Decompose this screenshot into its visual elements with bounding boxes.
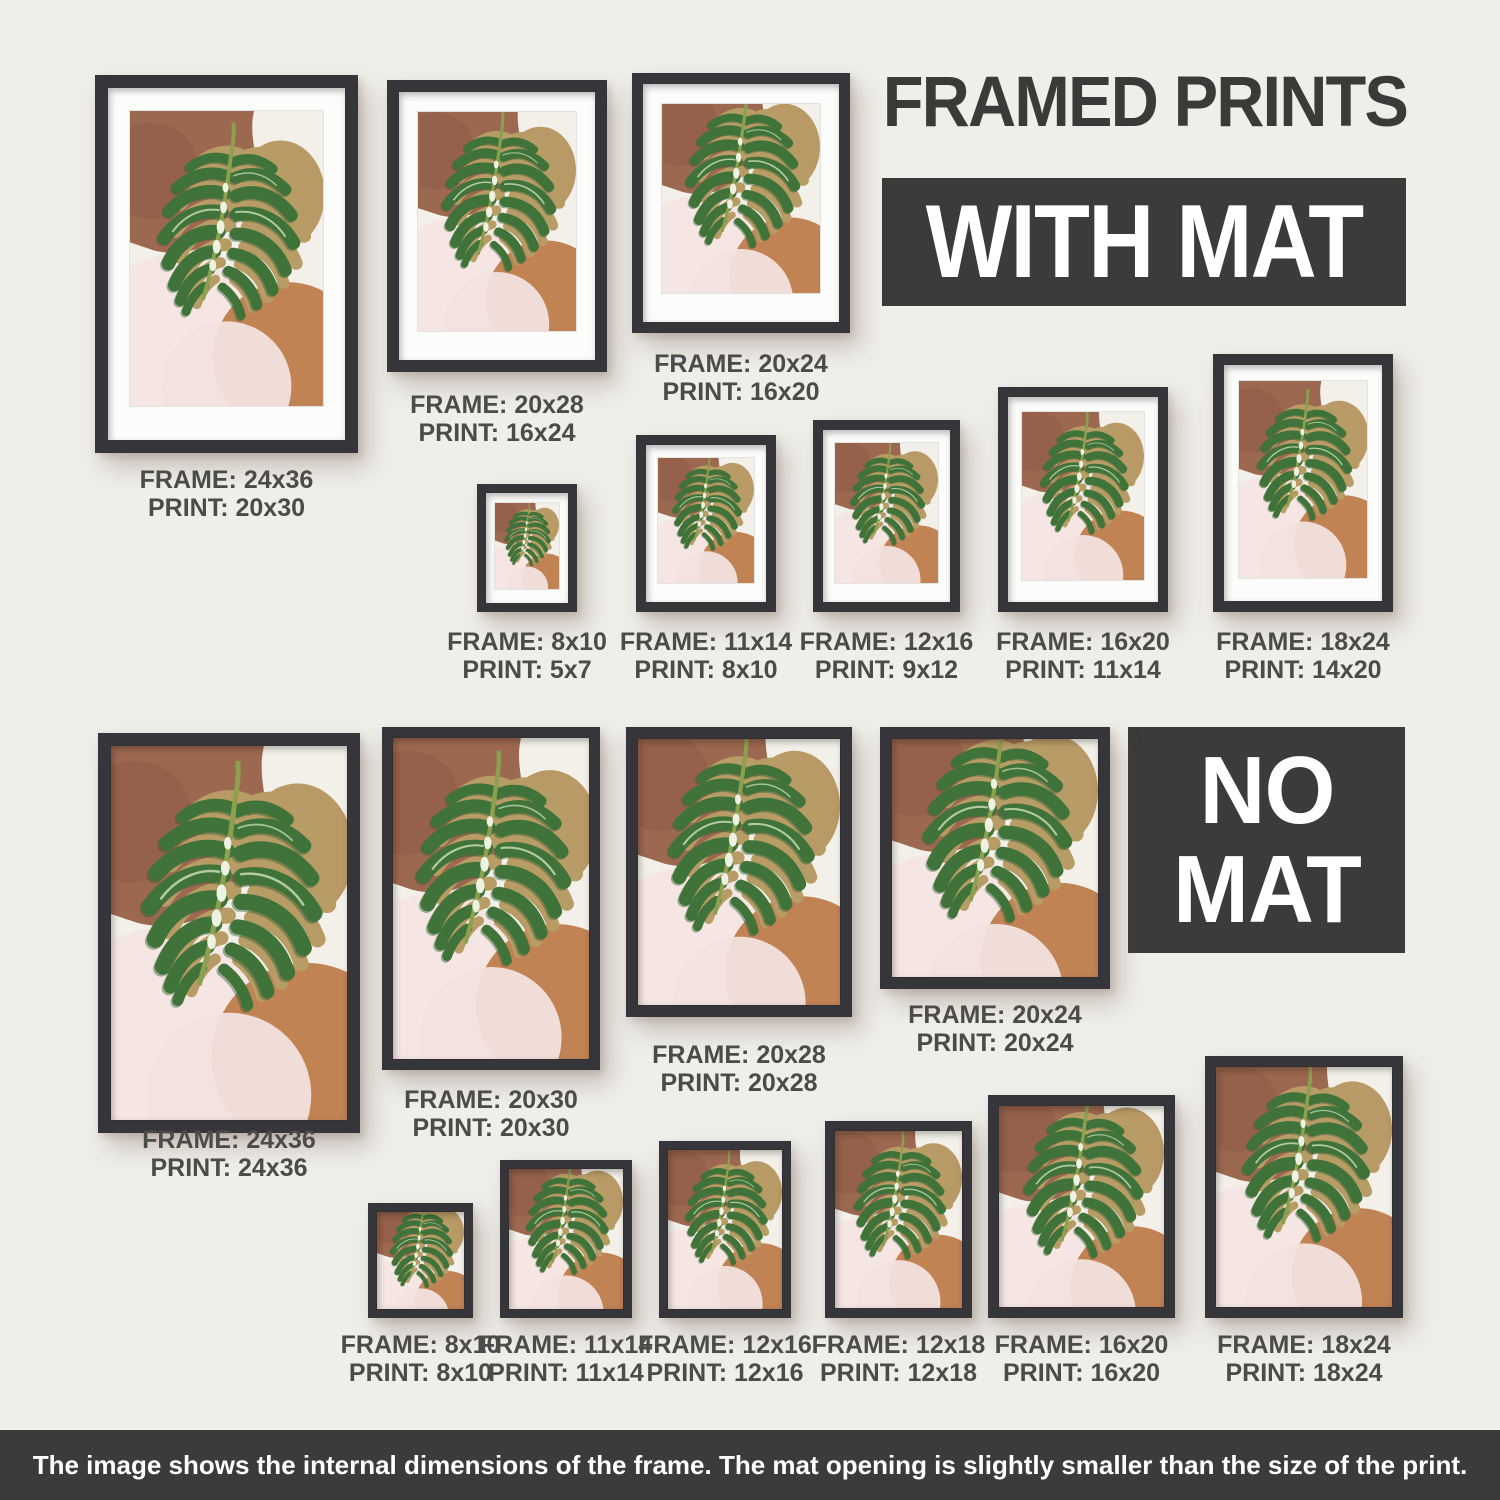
- print-area: [999, 1106, 1164, 1307]
- footer-note-text: The image shows the internal dimensions of the frame. The mat opening is slightly smaller than the size of the print.: [32, 1449, 1468, 1480]
- with-mat-frame-12x16: [813, 420, 960, 612]
- frame-size-label: [995, 1331, 1169, 1387]
- monstera-art: [393, 738, 589, 1059]
- print-dimension-text: PRINT: 18x24: [1225, 1359, 1383, 1387]
- frame-dimension-text: FRAME: 18x24: [1217, 1331, 1391, 1359]
- print-dimension-text: PRINT: 16x20: [662, 378, 820, 406]
- print-area: [892, 739, 1098, 977]
- no-mat-frame-12x16: [659, 1141, 791, 1318]
- frame-dimension-text: FRAME: 20x24: [654, 350, 828, 378]
- frame-size-label: [908, 1001, 1082, 1057]
- with-mat-banner: [882, 178, 1406, 306]
- frame-dimension-text: FRAME: 11x14: [479, 1331, 653, 1359]
- frame-dimension-text: FRAME: 18x24: [1216, 628, 1390, 656]
- mat-board: [646, 445, 766, 602]
- frame-size-label: [652, 1041, 826, 1097]
- mat-board: [643, 84, 839, 322]
- print-area: [638, 739, 840, 1005]
- print-area: [509, 1169, 623, 1309]
- frame-size-label: [812, 1331, 986, 1387]
- frame-size-label: [140, 466, 314, 522]
- print-dimension-text: PRINT: 11x14: [488, 1359, 644, 1387]
- print-dimension-text: PRINT: 8x10: [348, 1359, 493, 1387]
- frame-dimension-text: FRAME: 16x20: [994, 1331, 1169, 1359]
- frame-dimension-text: FRAME: 20x24: [908, 1001, 1082, 1029]
- frame-size-label: [410, 391, 584, 447]
- mat-board: [108, 88, 345, 440]
- frame-size-label: [1216, 628, 1390, 684]
- mat-board: [1008, 397, 1158, 602]
- monstera-art: [835, 443, 938, 583]
- no-mat-frame-20x24: [880, 727, 1110, 989]
- with-mat-banner-text: WITH MAT: [925, 183, 1363, 300]
- print-dimension-text: PRINT: 16x24: [418, 419, 576, 447]
- no-mat-banner-line2: MAT: [1172, 836, 1361, 943]
- monstera-art: [495, 503, 559, 589]
- monstera-art: [130, 111, 323, 406]
- monstera-art: [1216, 1067, 1392, 1307]
- frame-dimension-text: FRAME: 8x10: [447, 628, 607, 656]
- frame-dimension-text: FRAME: 16x20: [996, 628, 1170, 656]
- print-dimension-text: PRINT: 8x10: [634, 656, 778, 684]
- frame-dimension-text: FRAME: 11x14: [619, 628, 793, 656]
- monstera-art: [1022, 412, 1144, 580]
- frame-size-label: [800, 628, 974, 684]
- frame-dimension-text: FRAME: 8x10: [340, 1331, 501, 1359]
- monstera-art: [418, 112, 576, 331]
- frame-size-label: [341, 1331, 501, 1387]
- print-area: [377, 1212, 464, 1309]
- print-dimension-text: PRINT: 24x36: [150, 1154, 308, 1182]
- print-dimension-text: PRINT: 20x24: [916, 1029, 1074, 1057]
- frame-dimension-text: FRAME: 12x16: [638, 1331, 812, 1359]
- page-title-text: FRAMED PRINTS: [882, 62, 1408, 142]
- monstera-art: [377, 1212, 464, 1309]
- no-mat-frame-12x18: [825, 1121, 972, 1318]
- with-mat-frame-20x24: [632, 73, 850, 333]
- monstera-art: [509, 1169, 623, 1309]
- print-dimension-text: PRINT: 12x16: [646, 1359, 804, 1387]
- frame-dimension-text: FRAME: 12x18: [811, 1331, 986, 1359]
- frame-dimension-text: FRAME: 20x28: [410, 391, 584, 419]
- print-dimension-text: PRINT: 11x14: [1005, 656, 1161, 684]
- no-mat-frame-20x30: [382, 727, 600, 1070]
- with-mat-frame-20x28: [387, 80, 607, 372]
- footer-note: [0, 1430, 1500, 1500]
- monstera-art: [658, 458, 754, 583]
- print-area: [1216, 1067, 1392, 1307]
- monstera-art: [662, 104, 820, 293]
- print-area: [393, 738, 589, 1059]
- print-dimension-text: PRINT: 20x30: [412, 1114, 570, 1142]
- print-dimension-text: PRINT: 5x7: [462, 656, 592, 684]
- print-area: [111, 746, 347, 1120]
- no-mat-frame-11x14: [500, 1160, 632, 1318]
- page-title: [882, 62, 1408, 142]
- frame-size-label: [1217, 1331, 1391, 1387]
- with-mat-frame-16x20: [998, 387, 1168, 612]
- print-dimension-text: PRINT: 14x20: [1224, 656, 1382, 684]
- monstera-art: [892, 739, 1098, 977]
- with-mat-frame-24x36: [95, 75, 358, 453]
- frame-size-label: [447, 628, 607, 684]
- frame-size-label: [404, 1086, 578, 1142]
- no-mat-banner-line1: NO: [1199, 737, 1334, 844]
- frame-size-label: [620, 628, 792, 684]
- print-dimension-text: PRINT: 9x12: [814, 656, 959, 684]
- no-mat-frame-8x10: [368, 1203, 473, 1318]
- frame-dimension-text: FRAME: 24x36: [139, 466, 314, 494]
- frame-size-label: [142, 1126, 316, 1182]
- frame-dimension-text: FRAME: 12x16: [799, 628, 974, 656]
- no-mat-banner: [1128, 727, 1405, 953]
- mat-board: [486, 493, 568, 603]
- frame-dimension-text: FRAME: 20x30: [404, 1086, 578, 1114]
- with-mat-frame-11x14: [636, 435, 776, 612]
- monstera-art: [1239, 381, 1367, 578]
- frame-size-label: [480, 1331, 652, 1387]
- print-dimension-text: PRINT: 16x20: [1002, 1359, 1161, 1387]
- monstera-art: [999, 1106, 1164, 1307]
- no-mat-frame-24x36: [98, 733, 360, 1133]
- no-mat-frame-18x24: [1205, 1056, 1403, 1318]
- mat-board: [399, 92, 595, 360]
- frame-size-label: [654, 350, 828, 406]
- print-dimension-text: PRINT: 20x28: [660, 1069, 818, 1097]
- frame-dimension-text: FRAME: 24x36: [142, 1126, 316, 1154]
- frame-size-label: [638, 1331, 812, 1387]
- monstera-art: [668, 1150, 782, 1309]
- with-mat-frame-18x24: [1213, 354, 1393, 612]
- mat-board: [1224, 365, 1382, 601]
- monstera-art: [835, 1131, 962, 1308]
- print-area: [835, 1131, 962, 1308]
- print-dimension-text: PRINT: 12x18: [819, 1359, 978, 1387]
- mat-board: [823, 430, 950, 602]
- monstera-art: [638, 739, 840, 1005]
- frame-dimension-text: FRAME: 20x28: [652, 1041, 826, 1069]
- frame-size-label: [996, 628, 1170, 684]
- with-mat-frame-8x10: [477, 484, 577, 612]
- no-mat-frame-20x28: [626, 727, 852, 1017]
- monstera-art: [111, 746, 347, 1120]
- print-area: [668, 1150, 782, 1309]
- print-dimension-text: PRINT: 20x30: [147, 494, 306, 522]
- no-mat-frame-16x20: [988, 1095, 1175, 1318]
